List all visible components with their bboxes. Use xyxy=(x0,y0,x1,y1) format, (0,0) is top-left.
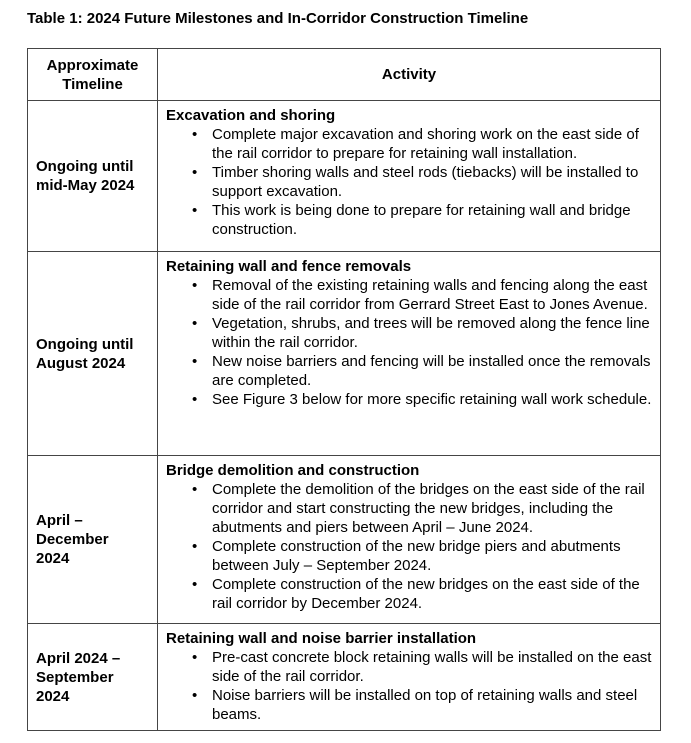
bullet-list xyxy=(166,125,652,239)
activity-heading: Excavation and shoring xyxy=(166,107,336,124)
timeline-line: December xyxy=(36,531,109,548)
table-row xyxy=(28,101,661,252)
milestones-table xyxy=(27,48,661,731)
bullet-item: • This work is being done to prepare for retaining wall and bridge construction. xyxy=(166,201,652,239)
bullet-item: • Noise barriers will be installed on top of retaining walls and steel beams. xyxy=(166,686,652,724)
timeline-cell xyxy=(28,624,158,731)
activity-heading: Retaining wall and fence removals xyxy=(166,258,412,275)
timeline-line: September xyxy=(36,668,114,686)
bullet-item: • New noise barriers and fencing will be installed once the removals are completed. xyxy=(166,352,652,390)
bullet-item: • Vegetation, shrubs, and trees will be removed along the fence line within the rail corridor. xyxy=(166,314,652,352)
timeline-line: 2024 xyxy=(36,687,70,705)
activity-cell xyxy=(158,101,661,252)
activity-cell xyxy=(158,624,661,731)
timeline-line: mid-May 2024 xyxy=(36,177,135,194)
bullet-item: • Complete construction of the new bridge piers and abutments between July – September 2024. xyxy=(166,537,652,575)
bullet-item: • See Figure 3 below for more specific retaining wall work schedule. xyxy=(166,390,652,409)
timeline-line: April – xyxy=(36,512,83,529)
table-row xyxy=(28,456,661,624)
bullet-list xyxy=(166,276,652,409)
timeline-line: April 2024 – xyxy=(36,649,121,667)
bullet-list xyxy=(166,648,652,724)
header-row xyxy=(28,49,661,101)
bullet-item: • Complete construction of the new bridges on the east side of the rail corridor by December 2024. xyxy=(166,575,652,613)
bullet-item: • Complete major excavation and shoring work on the east side of the rail corridor to prepare for retaining wall installation. xyxy=(166,125,652,163)
activity-heading: Retaining wall and noise barrier installation xyxy=(166,630,477,647)
timeline-line: Ongoing until xyxy=(36,335,134,353)
timeline-cell xyxy=(28,101,158,252)
activity-heading: Bridge demolition and construction xyxy=(166,462,420,479)
bullet-item: • Removal of the existing retaining walls and fencing along the east side of the rail corridor from Gerrard Street East to Jones Avenue. xyxy=(166,276,652,314)
timeline-cell xyxy=(28,456,158,624)
timeline-cell xyxy=(28,252,158,456)
table-caption: Table 1: 2024 Future Milestones and In-Corridor Construction Timeline xyxy=(27,10,529,27)
timeline-line: Ongoing until xyxy=(36,158,134,175)
timeline-line: 2024 xyxy=(36,550,70,567)
header-activity: Activity xyxy=(158,49,661,101)
activity-cell xyxy=(158,456,661,624)
bullet-item: • Complete the demolition of the bridges on the east side of the rail corridor and start constructing the new bridges, including the abutments and piers between April – June 2024. xyxy=(166,480,652,537)
activity-cell xyxy=(158,252,661,456)
bullet-item: • Timber shoring walls and steel rods (tiebacks) will be installed to support excavation. xyxy=(166,163,652,201)
header-approximate-timeline: Approximate Timeline xyxy=(28,49,158,101)
table-row xyxy=(28,252,661,456)
table-row xyxy=(28,624,661,731)
bullet-item: • Pre-cast concrete block retaining walls will be installed on the east side of the rail corridor. xyxy=(166,648,652,686)
bullet-list xyxy=(166,480,652,613)
timeline-line: August 2024 xyxy=(36,354,126,372)
